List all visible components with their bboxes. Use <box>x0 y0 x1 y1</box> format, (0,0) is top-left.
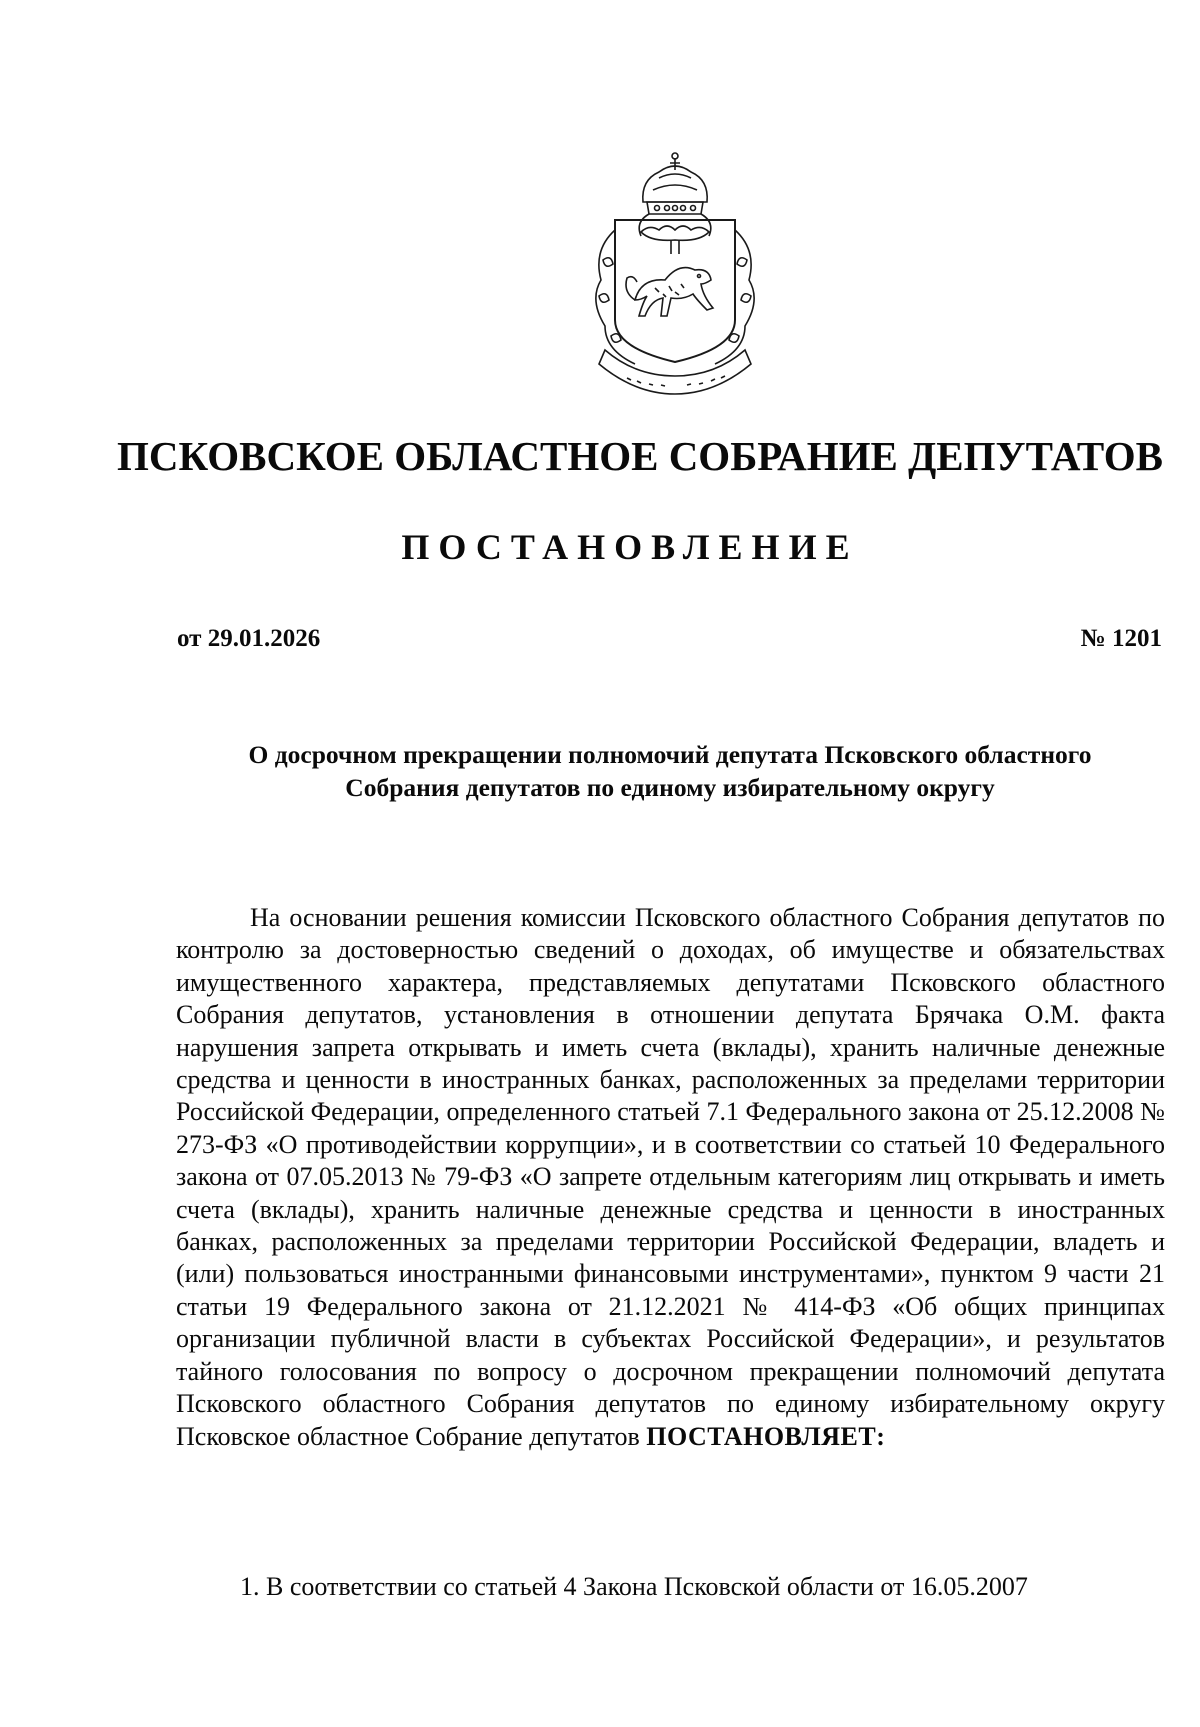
document-date: от 29.01.2026 <box>177 625 321 652</box>
organization-title: ПСКОВСКОЕ ОБЛАСТНОЕ СОБРАНИЕ ДЕПУТАТОВ <box>117 433 1163 479</box>
pskov-coat-of-arms-icon <box>575 150 775 400</box>
document-subject <box>180 738 1160 804</box>
document-number: № 1201 <box>1080 625 1162 652</box>
clause-1: 1. В соответствии со статьей 4 Закона Псковской области от 16.05.2007 <box>240 1572 1028 1601</box>
subject-line-2: Собрания депутатов по единому избирательному округу <box>345 773 995 802</box>
decree-word: ПОСТАНОВЛЯЕТ: <box>646 1421 886 1451</box>
subject-line-1: О досрочном прекращении полномочий депутата Псковского областного <box>248 740 1092 769</box>
document-type-heading: ПОСТАНОВЛЕНИЕ <box>401 527 859 567</box>
body-paragraph <box>176 902 1165 1453</box>
body-paragraph-text: На основании решения комиссии Псковского областного Собрания депутатов по контролю за достоверностью сведений о доходах, об имуществе и обязательствах имущественного характера, представляемых депутатами Псковского областного Собрания депутатов, установления в отношении депутата Брячака О.М. факта нарушения запрета открывать и иметь счета (вклады), хранить наличные денежные средства и ценности в иностранных банках, расположенных за пределами территории Российской Федерации, определенного статьей 7.1 Федерального закона от 25.12.2008 № 273-ФЗ «О противодействии коррупции», и в соответствии со статьей 10 Федерального закона от 07.05.2013 № 79-ФЗ «О запрете отдельным категориям лиц открывать и иметь счета (вклады), хранить наличные денежные средства и ценности в иностранных банках, расположенных за пределами территории Российской Федерации, владеть и (или) пользоваться иностранными финансовыми инструментами», пунктом 9 части 21 статьи 19 Федерального закона от 21.12.2021 № 414-ФЗ «Об общих принципах организации публичной власти в субъектах Российской Федерации», и результатов тайного голосования по вопросу о досрочном прекращении полномочий депутата Псковского областного Собрания депутатов по единому избирательному округу Псковское областное Собрание депутатов <box>176 903 1165 1451</box>
